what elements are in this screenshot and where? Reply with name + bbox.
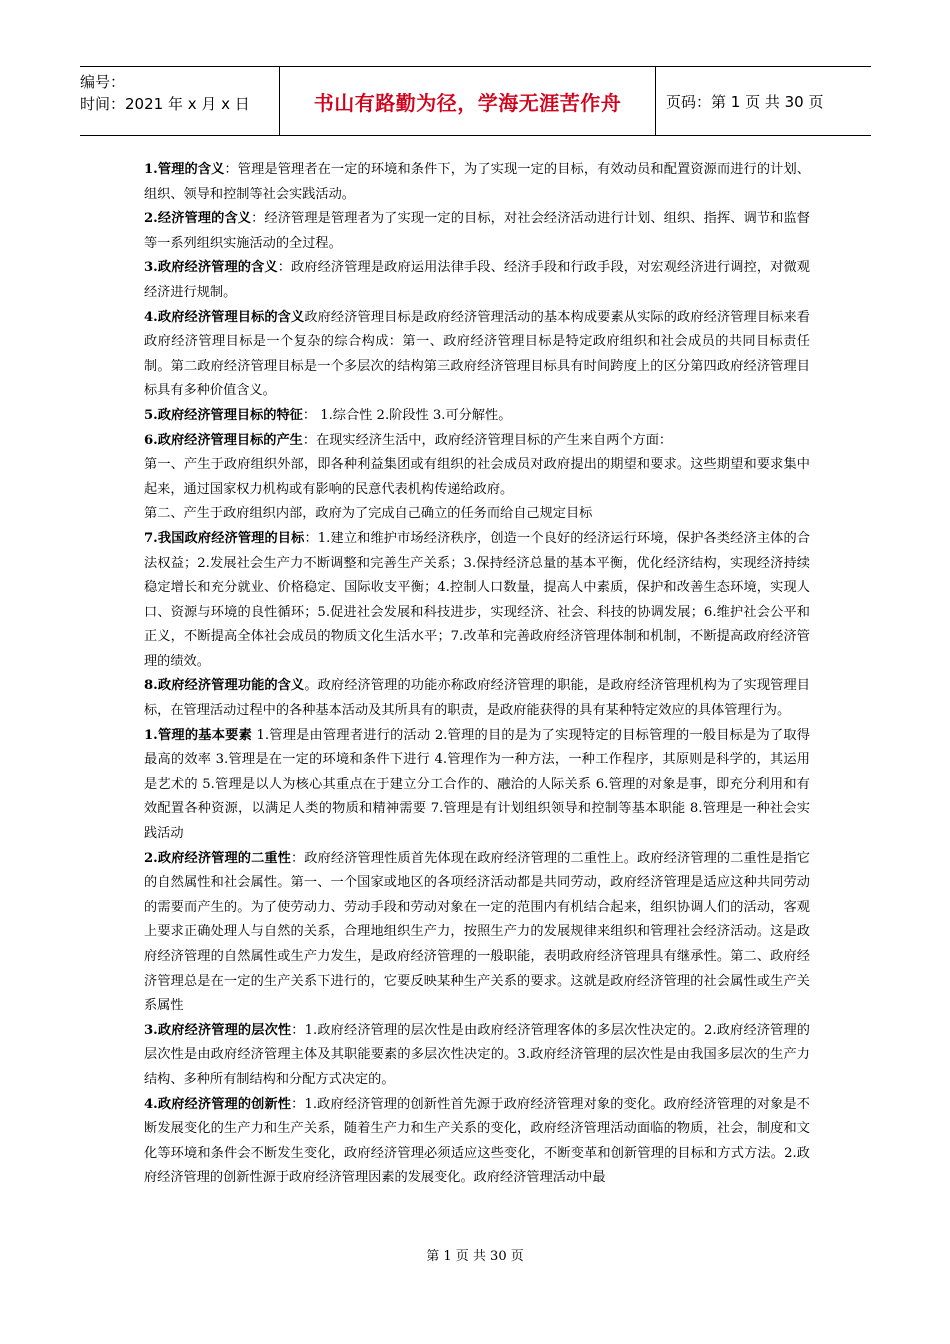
paragraph-title: 2.政府经济管理的二重性 bbox=[144, 850, 291, 866]
paragraph-text: 第二、产生于政府组织内部，政府为了完成自己确立的任务而给自己规定目标 bbox=[144, 506, 593, 522]
paragraph-text: ：经济管理是管理者为了实现一定的目标，对社会经济活动进行计划、组织、指挥、调节和监督等一系列组织实施活动的全过程。 bbox=[144, 211, 810, 251]
paragraph-title: 3.政府经济管理的层次性 bbox=[144, 1022, 292, 1038]
paragraph bbox=[144, 207, 810, 256]
paragraph bbox=[144, 404, 810, 429]
paragraph-title: 4.政府经济管理目标的含义 bbox=[144, 309, 305, 325]
paragraph-text: 1.管理是由管理者进行的活动 2.管理的目的是为了实现特定的目标管理的一般目标是为了取得最高的效率 3.管理是在一定的环境和条件下进行 4.管理作为一种方法，一种工作程序，其原则是科学的，其运用是艺术的 5.管理是以人为核心其重点在于建立分工合作的、融洽的人际关系 6.管理的对象是事，即充分利用和有效配置各种资源，以满足人类的物质和精神需要 7.管理是有计划组织领导和控制等基本职能 8.管理是一种社会实践活动 bbox=[144, 727, 810, 842]
paragraph-text: ：政府经济管理是政府运用法律手段、经济手段和行政手段，对宏观经济进行调控，对微观经济进行规制。 bbox=[144, 260, 810, 300]
paragraph bbox=[144, 674, 810, 723]
paragraph bbox=[144, 429, 810, 454]
paragraph-title: 8.政府经济管理功能的含义 bbox=[144, 678, 305, 694]
paragraph-title: 5.政府经济管理目标的特征 bbox=[144, 407, 303, 423]
paragraph-title: 1.管理的含义 bbox=[144, 162, 225, 177]
paragraph-text: 政府经济管理目标是政府经济管理活动的基本构成要素从实际的政府经济管理目标来看政府经济管理目标是一个复杂的综合构成：第一、政府经济管理目标是特定政府组织和社会成员的共同目标责任制。第二政府经济管理目标是一个多层次的结构第三政府经济管理目标具有时间跨度上的区分第四政府经济管理目标具有多种价值含义。 bbox=[144, 309, 810, 399]
document-body bbox=[144, 158, 810, 1191]
paragraph-text: ：政府经济管理性质首先体现在政府经济管理的二重性上。政府经济管理的二重性是指它的自然属性和社会属性。第一、一个国家或地区的各项经济活动都是共同劳动，政府经济管理是适应这种共同劳动的需要而产生的。为了使劳动力、劳动手段和劳动对象在一定的范围内有机结合起来，组织协调人们的活动，客观上要求正确处理人与自然的关系，合理地组织生产力，按照生产力的发展规律来组织和管理社会经济活动。这是政府经济管理的自然属性或生产力发生，是政府经济管理的一般职能，表明政府经济管理具有继承性。第二、政府经济管理总是在一定的生产关系下进行的，它要反映某种生产关系的要求。这就是政府经济管理的社会属性或生产关系属性 bbox=[144, 850, 810, 1014]
paragraph bbox=[144, 158, 810, 207]
paragraph-title: 2.经济管理的含义 bbox=[144, 211, 252, 227]
paragraph-title: 3.政府经济管理的含义 bbox=[144, 260, 278, 276]
paragraph bbox=[144, 453, 810, 502]
paragraph-text: 第一、产生于政府组织外部，即各种利益集团或有组织的社会成员对政府提出的期望和要求。这些期望和要求集中起来，通过国家权力机构或有影响的民意代表机构传递给政府。 bbox=[144, 457, 810, 497]
paragraph bbox=[144, 1093, 810, 1191]
page-header bbox=[80, 66, 871, 136]
paragraph-text: ：1.政府经济管理的创新性首先源于政府经济管理对象的变化。政府经济管理的对象是不断发展变化的生产力和生产关系，随着生产力和生产关系的变化，政府经济管理活动面临的物质，社会，制度和文化等环境和条件会不断发生变化，政府经济管理必须适应这些变化，不断变革和创新管理的目标和方式方法。2.政府经济管理的创新性源于政府经济管理因素的发展变化。政府经济管理活动中最 bbox=[144, 1096, 810, 1186]
paragraph-title: 7.我国政府经济管理的目标 bbox=[144, 530, 305, 546]
paragraph-title: 1.管理的基本要素 bbox=[144, 727, 253, 743]
paragraph-text: 。政府经济管理的功能亦称政府经济管理的职能，是政府经济管理机构为了实现管理目标，在管理活动过程中的各种基本活动及其所具有的职责，是政府能获得的具有某种特定效应的具体管理行为。 bbox=[144, 678, 810, 719]
paragraph-text: ：1.政府经济管理的层次性是由政府经济管理客体的多层次性决定的。2.政府经济管理的层次性是由政府经济管理主体及其职能要素的多层次性决定的。3.政府经济管理的层次性是由我国多层次的生产力结构、多种所有制结构和分配方式决定的。 bbox=[144, 1022, 810, 1087]
page-footer: 第 1 页 共 30 页 bbox=[426, 1249, 524, 1264]
page-info: 页码：第 1 页 共 30 页 bbox=[666, 92, 824, 111]
paragraph bbox=[144, 1019, 810, 1093]
paragraph-text: ：管理是管理者在一定的环境和条件下，为了实现一定的目标，有效动员和配置资源而进行的计划、组织、领导和控制等社会实践活动。 bbox=[144, 162, 810, 202]
paragraph bbox=[144, 306, 810, 404]
motto: 书山有路勤为径，学海无涯苦作舟 bbox=[280, 67, 656, 135]
paragraph bbox=[144, 502, 810, 527]
paragraph-text: ：在现实经济生活中，政府经济管理目标的产生来自两个方面： bbox=[302, 432, 673, 448]
paragraph-title: 6.政府经济管理目标的产生 bbox=[144, 432, 303, 448]
paragraph bbox=[144, 724, 810, 847]
header-left-cell bbox=[80, 67, 280, 135]
date-label: 时间：2021 年 x 月 x 日 bbox=[80, 95, 250, 113]
paragraph bbox=[144, 847, 810, 1019]
number-label: 编号： bbox=[80, 73, 126, 91]
paragraph-title: 4.政府经济管理的创新性 bbox=[144, 1096, 292, 1112]
paragraph bbox=[144, 256, 810, 305]
paragraph-text: ： 1.综合性 2.阶段性 3.可分解性。 bbox=[302, 407, 512, 423]
paragraph-text: ：1.建立和维护市场经济秩序，创造一个良好的经济运行环境，保护各类经济主体的合法权益；2.发展社会生产力不断调整和完善生产关系；3.保持经济总量的基本平衡，优化经济结构，实现经济持续稳定增长和充分就业、价格稳定、国际收支平衡；4.控制人口数量，提高人中素质，保护和改善生态环境，实现人口、资源与环境的良性循环；5.促进社会发展和科技进步，实现经济、社会、科技的协调发展；6.维护社会公平和正义，不断提高全体社会成员的物质文化生活水平；7.改革和完善政府经济管理体制和机制，不断提高政府经济管理的绩效。 bbox=[144, 530, 810, 669]
paragraph bbox=[144, 527, 810, 675]
